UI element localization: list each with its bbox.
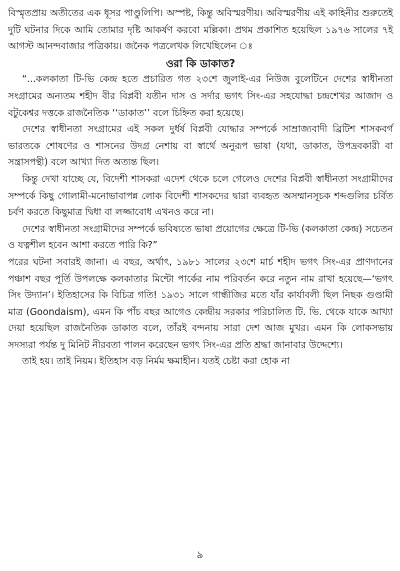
letter-paragraph-3: কিন্তু দেখা যাচ্ছে যে, বিদেশী শাসকরা এদেশ থেকে চলে গেলেও দেশের বিপ্লবী স্বাধীনতা সংগ্রামীদের সম্পর্কে কিছু গোলামী-মনোভাবাপন্ন লোক বিদেশী শাসকদের দ্বারা ব্যবহৃত অসম্মানসূচক শব্দগুলির চর্বিত চর্বণ করতে কিছুমাত্র দ্বিধা বা লজ্জাবোধ এখনও করে না।	[8, 173, 393, 219]
closing-paragraph: তাই হয়। তাই নিয়ম। ইতিহাস বড় নির্মম ক্ষমাহীন। যতই চেষ্টা করা হোক না	[22, 356, 290, 368]
letter-paragraph-2: দেশের স্বাধীনতা সংগ্রামের এই সকল দুর্ধর্ষ বিপ্লবী যোদ্ধার সম্পর্কে সাম্রাজ্যবাদী ব্রিটিশ শাসকবর্গ ভারতকে শোষণের ও শাসনের উদগ্র নেশায় বা স্বার্থে অনুরূপ ভাষা (যথা, ডাকাত, উপদ্রবকারী বা সন্ত্রাসপন্থী) বলে আখ্যা দিত অত্যন্ত ছিল।	[8, 124, 393, 169]
letter-heading: ওরা কি ডাকাত?	[165, 57, 236, 70]
intro-paragraph: বিস্মৃতপ্রায় অতীতের এক ধূসর পাণ্ডুলিপি। অস্পষ্ট, কিন্তু অবিস্মরণীয়। অবিস্মরণীয় এই কাহিনীর শুরুতেই দুটি ঘটনার দিকে আমি তোমার দৃষ্টি আকর্ষণ করবো মল্লিকা। প্রথম প্রকাশিত হয়েছিল ১৯৭৬ সালের ৭ই আগস্ট আনন্দবাজার পত্রিকায়। জনৈক পত্রলেখক লিখেছিলেন ঃ	[8, 8, 393, 53]
letter-paragraph-4: দেশের স্বাধীনতা সংগ্রামীদের সম্পর্কে ভবিষ্যতে ভাষা প্রয়োগের ক্ষেত্রে টি-ভি (কলকাতা কেন্দ্র) সচেতন ও যত্নশীল হবেন আশা করতে পারি কি?”	[8, 223, 393, 252]
page-number: ৯	[196, 550, 204, 561]
body-text	[8, 6, 393, 371]
narrative-paragraph: পরের ঘটনা সবারই জানা। এ বছর, অর্থাৎ, ১৯৮১ সালের ২৩শে মার্চ শহীদ ভগৎ সিং-এর প্রাণদানের পঞ্চাশ বছর পূর্তি উপলক্ষে কলকাতার মিন্টো পার্কের নাম পরিবর্তন করে নতুন নাম রাখা হয়েছে—‘ভগৎ সিং উদ্যান’। ইতিহাসের কি বিচিত্র গতি! ১৯৩১ সালে গান্ধীজির মতে যাঁর কার্যাবলী ছিল নিছক গুণ্ডামী মাত্র (Goondaism), এমন কি পাঁচ বছর আগেও কেন্দ্রীয় সরকার পরিচালিত টি. ভি. থেকে যাকে আখ্যা দেয়া হয়েছিল রাজনৈতিক ডাকাত বলে, তাঁরই বন্দনায় সারা দেশ আজ মুখর। এমন কি লোকসভায় সদস্যরা পর্যন্ত দু মিনিট নীরবতা পালন করেছেন ভগৎ সিং-এর প্রতি শ্রদ্ধা জানাবার উদ্দেশ্যে।	[8, 256, 393, 351]
letter-paragraph-1: “...কলকাতা টি-ভি কেন্দ্র হতে প্রচারিত গত ২৩শে জুলাই-এর নিউজ বুলেটিনে দেশের স্বাধীনতা সংগ্রামের অন্যতম শহীদ বীর বিপ্লবী যতীন দাস ও সর্দার ভগৎ সিং-এর সহযোদ্ধা চন্দ্রশেখর আজাদ ও বটুকেশ্বর দত্তকে রাজনৈতিক ‘‘ডাকাত’’ বলে চিহ্নিত করা হয়েছে।	[8, 74, 393, 119]
